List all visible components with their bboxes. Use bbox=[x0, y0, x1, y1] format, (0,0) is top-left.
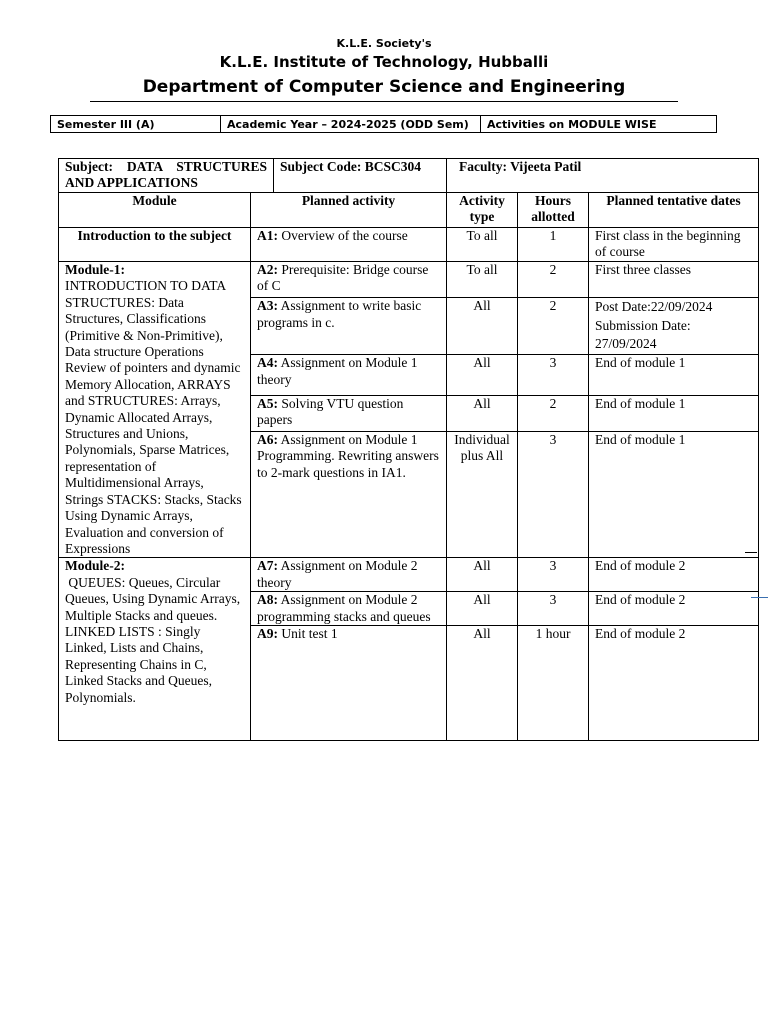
activity-type-cell: Individual plus All bbox=[447, 431, 518, 558]
activity-cell bbox=[251, 626, 447, 741]
activity-text: Prerequisite: Bridge course of C bbox=[257, 262, 429, 294]
activity-text: Assignment on Module 2 programming stacks and queues bbox=[257, 592, 431, 624]
hours-cell: 1 hour bbox=[518, 626, 589, 741]
hours-cell: 3 bbox=[518, 558, 589, 592]
post-date: Post Date:22/09/2024 bbox=[595, 299, 713, 315]
table-row bbox=[59, 558, 759, 592]
activity-type-cell: To all bbox=[447, 262, 518, 298]
dates-cell: End of module 1 bbox=[589, 355, 759, 395]
table-row bbox=[59, 262, 759, 298]
meta-bar bbox=[50, 115, 717, 133]
dates-cell: First class in the beginning of course bbox=[589, 228, 759, 262]
activity-cell bbox=[251, 558, 447, 592]
activity-type-cell: All bbox=[447, 355, 518, 395]
submission-date: Submission Date: 27/09/2024 bbox=[595, 317, 691, 352]
activity-cell bbox=[251, 298, 447, 355]
academic-year-cell: Academic Year – 2024-2025 (ODD Sem) bbox=[221, 116, 481, 132]
module-2-cell bbox=[59, 558, 251, 741]
activity-id: A4: bbox=[257, 355, 278, 371]
activity-id: A5: bbox=[257, 395, 278, 411]
activity-cell bbox=[251, 355, 447, 395]
header-divider bbox=[90, 101, 678, 102]
activity-id: A7: bbox=[257, 558, 278, 574]
col-hours-header: Hours allotted bbox=[518, 193, 589, 228]
activities-cell: Activities on MODULE WISE bbox=[487, 118, 657, 131]
edge-mark-blue bbox=[751, 597, 768, 598]
department-title: Department of Computer Science and Engineering bbox=[142, 77, 626, 97]
col-planned-activity-header: Planned activity bbox=[251, 193, 447, 228]
activity-text: Solving VTU question papers bbox=[257, 395, 404, 427]
col-activity-type-header: Activity type bbox=[447, 193, 518, 228]
activity-cell bbox=[251, 592, 447, 626]
dates-cell: End of module 2 bbox=[589, 592, 759, 626]
hours-cell: 3 bbox=[518, 355, 589, 395]
activity-type-cell: All bbox=[447, 395, 518, 431]
subject-row bbox=[59, 159, 759, 193]
hours-cell: 1 bbox=[518, 228, 589, 262]
hours-cell: 2 bbox=[518, 395, 589, 431]
activity-id: A2: bbox=[257, 262, 278, 277]
subject-cell: Subject: DATA STRUCTURES AND APPLICATIONS bbox=[59, 159, 274, 193]
activity-text: Assignment on Module 1 Programming. Rewriting answers to 2-mark questions in IA1. bbox=[257, 431, 439, 480]
module-1-cell bbox=[59, 262, 251, 558]
activity-cell bbox=[251, 395, 447, 431]
activity-text: Unit test 1 bbox=[278, 626, 338, 642]
activity-text: Assignment to write basic programs in c. bbox=[257, 298, 422, 330]
col-module-header: Module bbox=[59, 193, 251, 228]
institute-name: K.L.E. Institute of Technology, Hubballi bbox=[219, 53, 549, 71]
faculty-cell: Faculty: Vijeeta Patil bbox=[447, 159, 759, 193]
activity-type-cell: All bbox=[447, 626, 518, 741]
dates-cell: End of module 2 bbox=[589, 626, 759, 741]
activity-text: Assignment on Module 1 theory bbox=[257, 355, 418, 387]
module-2-description: QUEUES: Queues, Circular Queues, Using Dynamic Arrays, Multiple Stacks and queues. LINKED LISTS : Singly Linked, Lists and Chains, Representing Chains in C, Linked Stacks and Queues, Polynomials. bbox=[65, 574, 244, 705]
semester-cell: Semester III (A) bbox=[51, 116, 221, 132]
activity-id: A1: bbox=[257, 228, 278, 243]
module-1-title: Module-1: bbox=[65, 262, 125, 277]
hours-cell: 2 bbox=[518, 262, 589, 298]
activity-id: A6: bbox=[257, 431, 278, 447]
activity-id: A8: bbox=[257, 592, 278, 608]
hours-cell: 2 bbox=[518, 298, 589, 355]
hours-cell: 3 bbox=[518, 592, 589, 626]
module-2-title: Module-2: bbox=[65, 558, 125, 574]
society-name: K.L.E. Society's bbox=[336, 37, 432, 50]
activity-cell bbox=[251, 431, 447, 558]
activity-type-cell: All bbox=[447, 592, 518, 626]
edge-mark bbox=[745, 552, 757, 553]
module-1-description: INTRODUCTION TO DATA STRUCTURES: Data Structures, Classifications (Primitive & Non-Primitive), Data structure Operations Review of pointers and dynamic Memory Allocation, ARRAYS and STRUCTURES: Arrays, Dynamic Allocated Arrays, Structures and Unions, Polynomials, Sparse Matrices, representation of Multidimensional Arrays, Strings STACKS: Stacks, Stacks Using Dynamic Arrays, Evaluation and conversion of Expressions bbox=[65, 278, 242, 556]
dates-cell: End of module 1 bbox=[589, 431, 759, 558]
activity-type-cell: All bbox=[447, 558, 518, 592]
hours-cell: 3 bbox=[518, 431, 589, 558]
dates-cell: First three classes bbox=[589, 262, 759, 298]
dates-cell: End of module 1 bbox=[589, 395, 759, 431]
activity-id: A3: bbox=[257, 298, 278, 314]
table-row bbox=[59, 228, 759, 262]
activity-text: Overview of the course bbox=[278, 228, 408, 243]
activity-cell bbox=[251, 262, 447, 298]
column-header-row bbox=[59, 193, 759, 228]
subject-code-cell: Subject Code: BCSC304 bbox=[274, 159, 447, 193]
col-dates-header: Planned tentative dates bbox=[589, 193, 759, 228]
activity-table bbox=[58, 158, 759, 741]
activity-type-cell: To all bbox=[447, 228, 518, 262]
activity-type-cell: All bbox=[447, 298, 518, 355]
dates-cell: End of module 2 bbox=[589, 558, 759, 592]
activity-text: Assignment on Module 2 theory bbox=[257, 558, 418, 590]
dates-cell bbox=[589, 298, 759, 355]
activity-cell bbox=[251, 228, 447, 262]
intro-module-cell: Introduction to the subject bbox=[59, 228, 251, 262]
activity-id: A9: bbox=[257, 626, 278, 642]
